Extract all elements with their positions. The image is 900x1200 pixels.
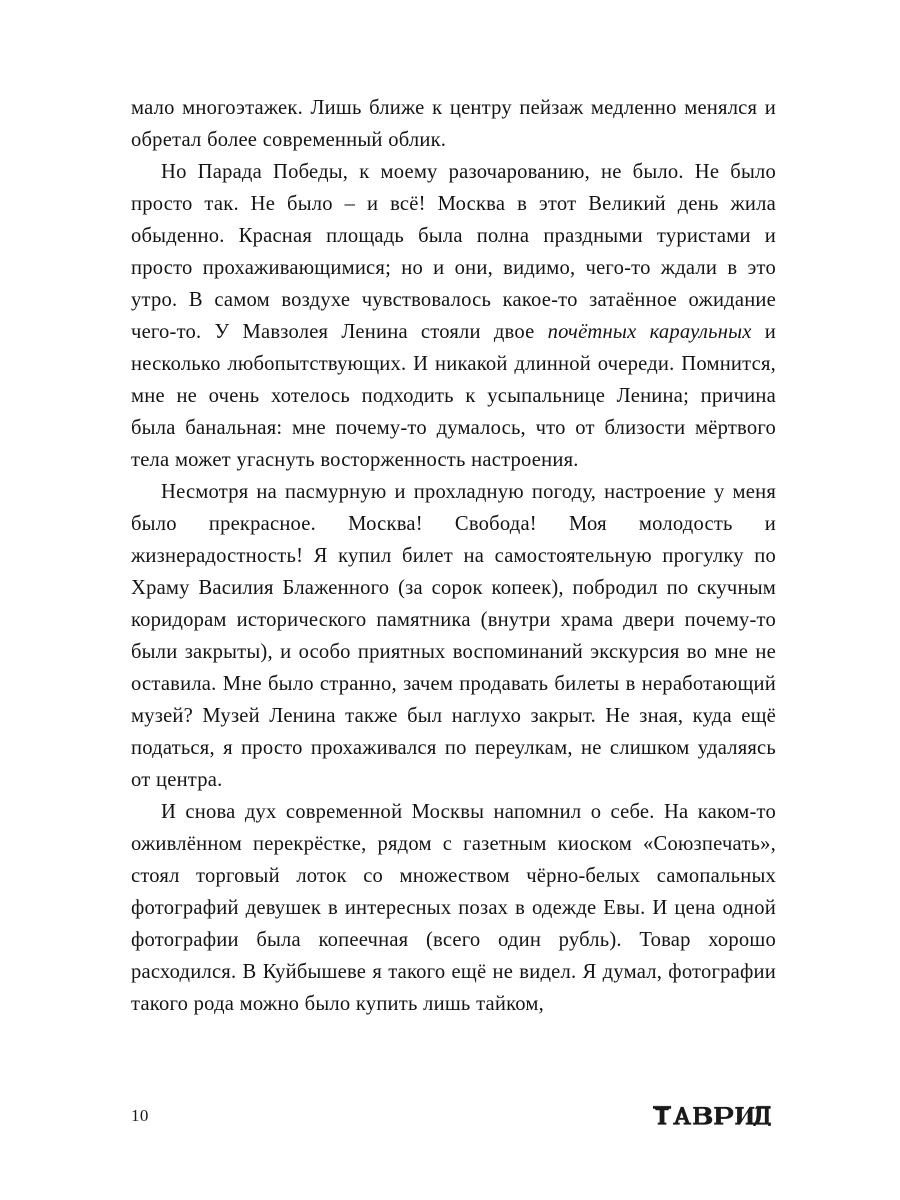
paragraph-continuation: мало многоэтажек. Лишь ближе к центру пейзаж медленно менялся и обретал более современный облик. (131, 97, 776, 151)
paragraph-weather-mood: Несмотря на пасмурную и прохладную погоду, настроение у меня было прекрасное. Москва! Свобода! Моя молодость и жизнерадостность! Я купил билет на самостоятельную прогулку по Храму Василия Блаженного (за сорок копеек), побродил по скучным коридорам исторического памятника (внутри храма двери почему-то были закрыты), и особо приятных воспоминаний экскурсия во мне не оставила. Мне было странно, зачем продавать билеты в неработающий музей? Музей Ленина также был наглухо закрыт. Не зная, куда ещё податься, я просто прохаживался по переулкам, не слишком удаляясь от центра. (131, 481, 776, 791)
text-run: Но Парада Победы, к моему разочарованию, не было. Не было просто так. Не было – и всё! Москва в этот Великий день жила обыденно. Красная площадь была полна праздными туристами и просто прохаживающимися; но и они, видимо, чего-то ждали в это утро. В самом воздухе чувствовалось какое-то затаённое ожидание чего-то. У Мавзолея Ленина стояли двое (131, 161, 776, 343)
page-number: 10 (131, 1105, 149, 1125)
imprint-wordmark-icon (652, 1104, 776, 1126)
paragraph-kiosk: И снова дух современной Москвы напомнил о себе. На каком-то оживлённом перекрёстке, рядом с газетным киоском «Союзпечать», стоял торговый лоток со множеством чёрно-белых самопальных фотографий девушек в интересных позах в одежде Евы. И цена одной фотографии была копеечная (всего один рубль). Товар хорошо расходился. В Куйбышеве я такого ещё не видел. Я думал, фотографии такого рода можно было купить лишь тайком, (131, 801, 776, 1015)
text-column (131, 92, 776, 1020)
text-run-italic: почётных караульных (547, 321, 752, 343)
publisher-imprint-logo (652, 1104, 776, 1126)
page-footer (131, 1098, 776, 1132)
paragraph-victory-parade (131, 156, 776, 476)
text-run: и несколько любопытствующих. И никакой длинной очереди. Помнится, мне не очень хотелось подходить к усыпальнице Ленина; причина была банальная: мне почему-то думалось, что от близости мёртвого тела может угаснуть восторженность настроения. (131, 321, 776, 471)
